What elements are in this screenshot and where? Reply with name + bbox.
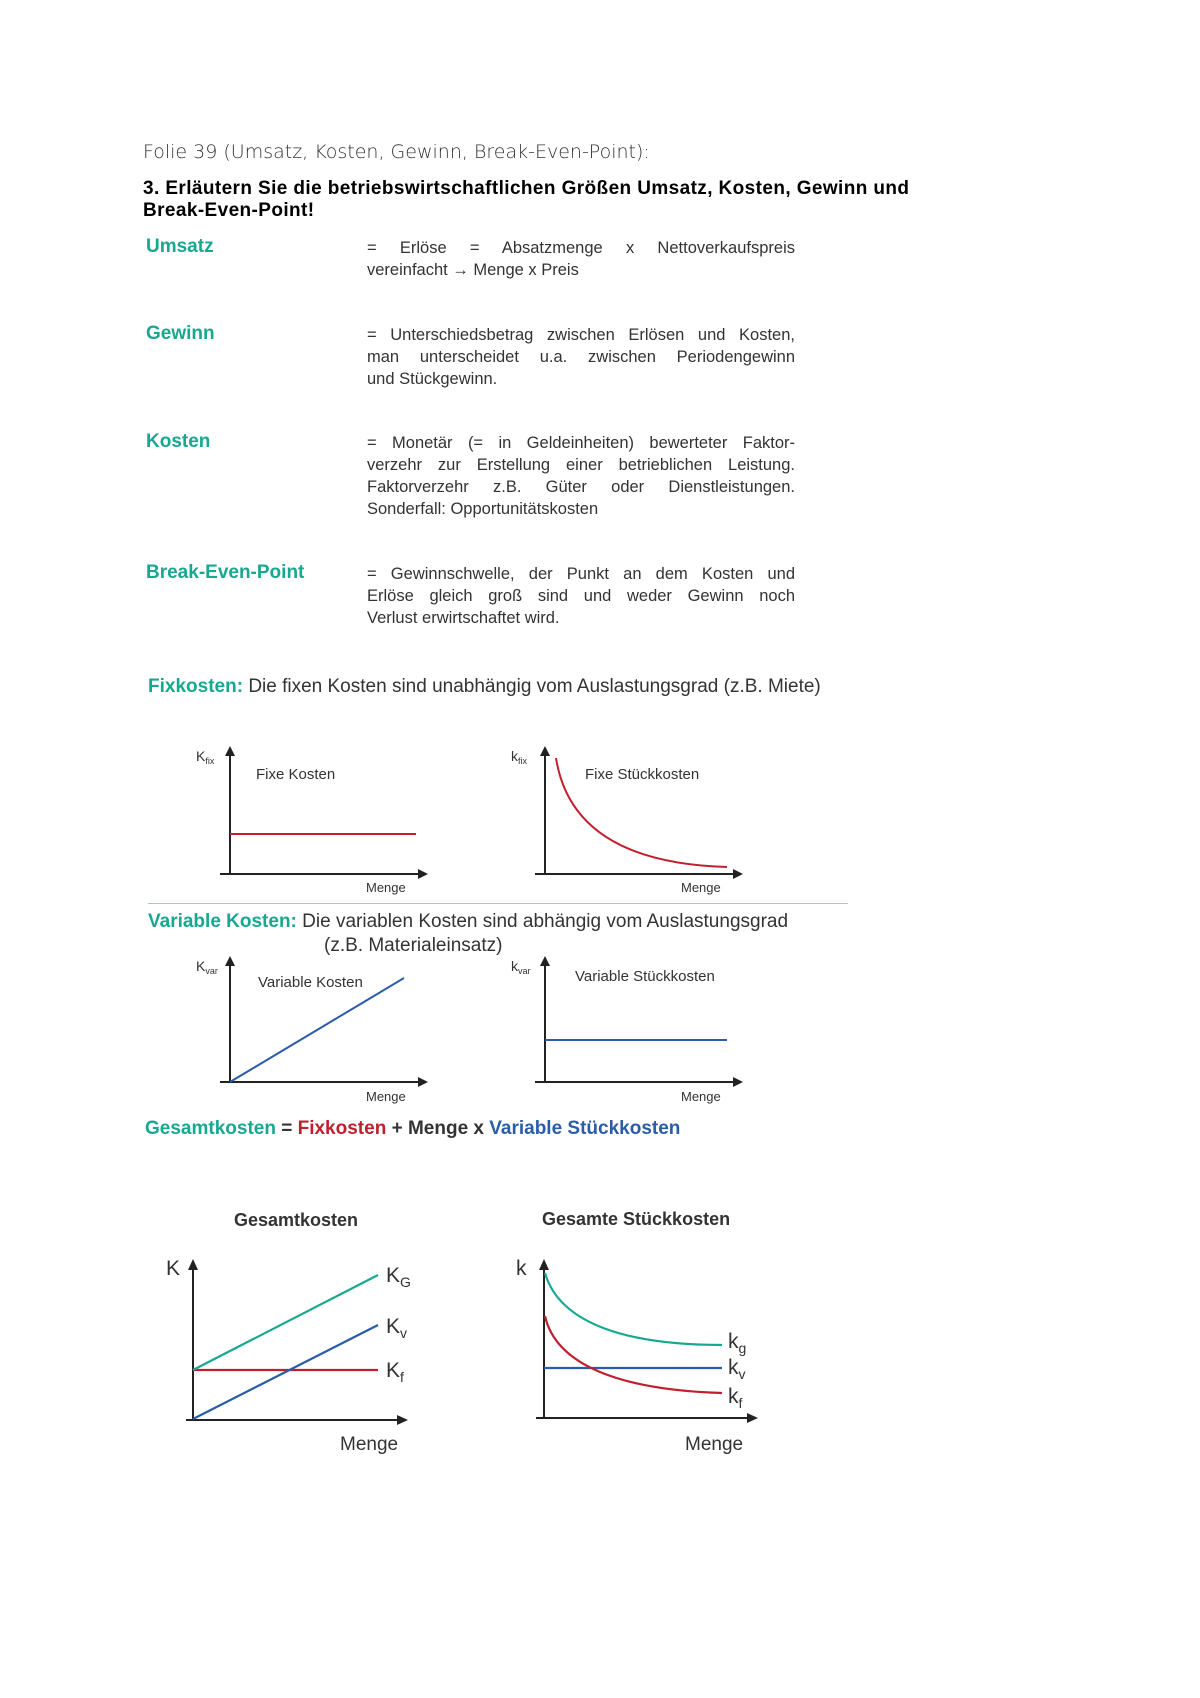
variable-kosten-line xyxy=(230,978,404,1082)
chart-title: Fixe Kosten xyxy=(256,766,336,783)
def-line: Faktorverzehr z.B. Güter oder Dienstleistungen. xyxy=(367,478,795,496)
chart-gesamtkosten xyxy=(150,1205,440,1460)
kv-label: $k_v$ xyxy=(728,1356,746,1382)
def-line: = Monetär (= in Geldeinheiten) bewerteter Faktor- xyxy=(367,434,795,452)
chart-title: Fixe Stückkosten xyxy=(585,766,700,783)
y-axis-label: $K_{var}$ xyxy=(196,958,218,976)
y-axis-arrow-icon xyxy=(539,1259,549,1270)
chart-title: Variable Kosten xyxy=(258,974,363,991)
chart-fixe-kosten xyxy=(190,740,450,900)
chart-gesamte-stueckkosten xyxy=(500,1205,790,1460)
kv-label: $K_v$ xyxy=(386,1315,408,1341)
variable-kosten-text-2: (z.B. Materialeinsatz) xyxy=(324,935,503,956)
kg-label: $k_g$ xyxy=(728,1330,747,1356)
y-axis-label: k xyxy=(516,1257,527,1280)
def-line: Verlust erwirtschaftet wird. xyxy=(367,609,560,627)
def-line: Erlöse gleich groß sind und weder Gewinn noch xyxy=(367,587,795,605)
def-umsatz xyxy=(367,237,795,281)
chart-fixe-stueckkosten xyxy=(505,740,765,900)
x-axis-arrow-icon xyxy=(418,1077,428,1087)
x-axis-label: Menge xyxy=(366,1089,406,1104)
fixkosten-line xyxy=(148,676,821,698)
x-axis-arrow-icon xyxy=(733,869,743,879)
term-gewinn: Gewinn xyxy=(146,323,215,344)
variable-kosten-label: Variable Kosten: xyxy=(148,911,297,932)
def-line: man unterscheidet u.a. zwischen Periodengewinn xyxy=(367,348,795,366)
x-axis-label: Menge xyxy=(366,880,406,895)
y-axis-label: $k_{var}$ xyxy=(511,958,531,976)
fixkosten-label: Fixkosten: xyxy=(148,676,244,697)
def-break-even-point xyxy=(367,563,795,629)
chart-variable-stueckkosten xyxy=(505,950,765,1110)
x-axis-arrow-icon xyxy=(733,1077,743,1087)
question-line-2: Break-Even-Point! xyxy=(143,200,315,221)
y-axis-arrow-icon xyxy=(225,746,235,756)
def-line: verzehr zur Erstellung einer betrieblichen Leistung. xyxy=(367,456,795,474)
kf-curve xyxy=(545,1316,722,1393)
x-axis-label: Menge xyxy=(681,1089,721,1104)
question xyxy=(143,178,1043,222)
y-axis-arrow-icon xyxy=(540,956,550,966)
def-gewinn xyxy=(367,324,795,390)
variable-kosten-text: Die variablen Kosten sind abhängig vom Auslastungsgrad xyxy=(302,911,789,932)
def-kosten xyxy=(367,432,795,520)
formula-variable-stueckkosten: Variable Stückkosten xyxy=(489,1118,681,1139)
chart-title: Gesamtkosten xyxy=(234,1210,359,1230)
def-line: vereinfacht → Menge x Preis xyxy=(367,261,579,279)
kv-line xyxy=(193,1325,378,1419)
y-axis-arrow-icon xyxy=(188,1259,198,1270)
def-line: und Stückgewinn. xyxy=(367,370,498,388)
formula-plus-menge: + Menge x xyxy=(386,1118,490,1139)
formula-gesamtkosten: Gesamtkosten xyxy=(145,1118,276,1139)
def-line: Sonderfall: Opportunitätskosten xyxy=(367,500,599,518)
kg-curve xyxy=(545,1273,722,1345)
y-axis-arrow-icon xyxy=(225,956,235,966)
chart-title: Variable Stückkosten xyxy=(575,968,715,985)
x-axis-arrow-icon xyxy=(418,869,428,879)
def-line: = Gewinnschwelle, der Punkt an dem Kosten und xyxy=(367,565,795,583)
term-kosten: Kosten xyxy=(146,431,211,452)
x-axis-arrow-icon xyxy=(397,1415,408,1425)
slide-heading: Folie 39 (Umsatz, Kosten, Gewinn, Break-Even-Point): xyxy=(143,141,650,163)
x-axis-label: Menge xyxy=(340,1434,399,1455)
gesamtkosten-formula xyxy=(145,1118,680,1140)
term-break-even-point: Break-Even-Point xyxy=(146,562,305,583)
y-axis-label: K xyxy=(166,1257,181,1280)
def-line: = Erlöse = Absatzmenge x Nettoverkaufspreis xyxy=(367,239,795,257)
x-axis-label: Menge xyxy=(685,1434,744,1455)
kg-label: $K_G$ xyxy=(386,1264,411,1290)
formula-fixkosten: Fixkosten xyxy=(297,1118,387,1139)
chart-variable-kosten xyxy=(190,950,450,1110)
y-axis-label: $K_{fix}$ xyxy=(196,748,215,766)
x-axis-arrow-icon xyxy=(747,1413,758,1423)
kf-label: $k_f$ xyxy=(728,1385,743,1411)
chart-title: Gesamte Stückkosten xyxy=(542,1209,731,1229)
question-line-1: 3. Erläutern Sie die betriebswirtschaftlichen Größen Umsatz, Kosten, Gewinn und xyxy=(143,178,910,199)
y-axis-arrow-icon xyxy=(540,746,550,756)
x-axis-label: Menge xyxy=(681,880,721,895)
term-umsatz: Umsatz xyxy=(146,236,214,257)
def-line: = Unterschiedsbetrag zwischen Erlösen und Kosten, xyxy=(367,326,795,344)
y-axis-label: $k_{fix}$ xyxy=(511,748,527,766)
formula-equals: = xyxy=(275,1118,298,1139)
kf-label: $K_f$ xyxy=(386,1359,404,1385)
fixkosten-text: Die fixen Kosten sind unabhängig vom Auslastungsgrad (z.B. Miete) xyxy=(248,676,821,697)
section-divider xyxy=(148,903,848,904)
kg-line xyxy=(193,1275,378,1370)
